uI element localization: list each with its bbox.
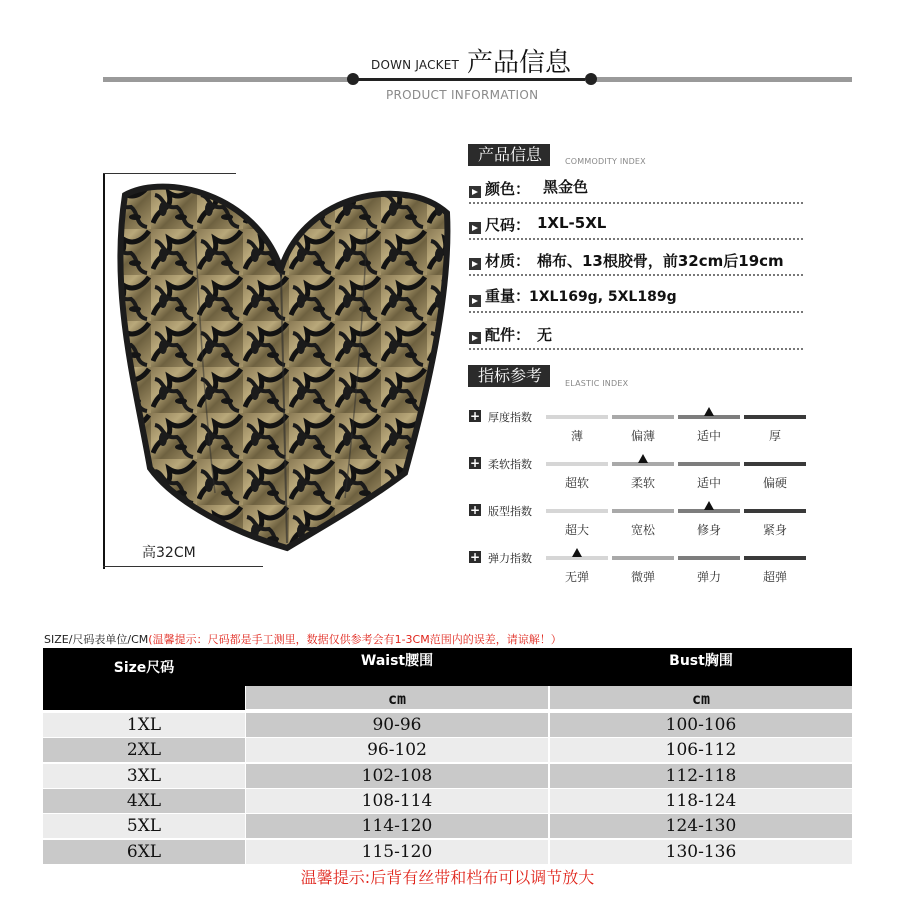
index-scale-segment: [546, 462, 608, 466]
index-scale-segment: [744, 462, 806, 466]
index-marker-icon: [572, 548, 582, 557]
table-row: [43, 738, 852, 763]
table-row: [43, 814, 852, 839]
product-info-heading-en: COMMODITY INDEX: [565, 157, 646, 166]
index-option: 超弹: [762, 570, 787, 584]
corset-product-image: [105, 183, 455, 555]
plus-icon: +: [469, 409, 481, 423]
index-row: [469, 410, 799, 450]
info-value: 棉布、13根胶骨，前32cm后19cm: [537, 252, 784, 270]
index-marker-icon: [704, 501, 714, 510]
index-row: [469, 551, 799, 591]
height-measure-top: [103, 173, 236, 174]
info-value: 无: [537, 326, 553, 344]
index-heading: 指标参考: [468, 365, 550, 387]
index-option: 弹力: [696, 570, 721, 584]
cell-size: 1XL: [43, 713, 245, 737]
header-dot-right: [585, 73, 597, 85]
index-row: [469, 457, 799, 497]
info-label: 颜色：: [485, 180, 531, 198]
index-option: 偏薄: [630, 429, 655, 443]
index-scale-segment: [678, 462, 740, 466]
cell-waist: 115-120: [246, 840, 548, 864]
size-table-title: [44, 631, 562, 647]
info-row-color: [469, 172, 803, 204]
col-header-bust: Bust胸围: [669, 653, 733, 669]
cell-waist: 102-108: [246, 764, 548, 788]
cell-size: 2XL: [43, 738, 245, 762]
height-label: 高32CM: [142, 545, 196, 561]
bullet-icon: [469, 332, 481, 344]
header-title-cn: 产品信息: [467, 48, 572, 78]
index-scale-segment: [678, 556, 740, 560]
dotted-divider: [469, 311, 803, 313]
cell-waist: 96-102: [246, 738, 548, 762]
cell-bust: 106-112: [550, 738, 852, 762]
dotted-divider: [469, 202, 803, 204]
bullet-icon: [469, 258, 481, 270]
index-option: 柔软: [630, 476, 655, 490]
table-row: [43, 764, 852, 789]
index-marker-icon: [638, 454, 648, 463]
cell-size: 6XL: [43, 840, 245, 864]
index-scale-segment: [546, 509, 608, 513]
info-row-accessories: [469, 318, 803, 350]
bullet-icon: [469, 295, 481, 307]
index-option: 适中: [696, 429, 721, 443]
index-option: 超大: [564, 523, 589, 537]
dotted-divider: [469, 238, 803, 240]
index-option: 厚: [768, 429, 781, 443]
header-title-en: DOWN JACKET: [371, 58, 460, 72]
header-rule-right: [590, 77, 852, 82]
index-scale-segment: [612, 509, 674, 513]
index-name: 版型指数: [488, 505, 532, 518]
cell-size: 4XL: [43, 789, 245, 813]
info-value: 1XL169g, 5XL189g: [529, 289, 677, 305]
index-option: 无弹: [564, 570, 589, 584]
index-option: 偏硬: [762, 476, 787, 490]
index-name: 厚度指数: [488, 411, 532, 424]
info-label: 尺码：: [485, 216, 531, 234]
info-label: 重量：: [485, 287, 531, 305]
plus-icon: +: [469, 550, 481, 564]
info-label: 配件：: [485, 326, 531, 344]
info-label: 材质：: [485, 252, 531, 270]
unit-waist: cm: [387, 690, 407, 708]
height-measure-bottom: [103, 566, 263, 567]
index-option: 适中: [696, 476, 721, 490]
cell-waist: 114-120: [246, 814, 548, 838]
index-option: 薄: [570, 429, 583, 443]
size-table-note: 温馨提示:后背有丝带和档布可以调节放大: [300, 868, 595, 887]
cell-bust: 100-106: [550, 713, 852, 737]
table-row: [43, 840, 852, 865]
table-row: [43, 713, 852, 738]
dotted-divider: [469, 348, 803, 350]
col-header-waist: Waist腰围: [360, 653, 434, 669]
index-marker-icon: [704, 407, 714, 416]
index-option: 宽松: [630, 523, 655, 537]
index-heading-en: ELASTIC INDEX: [565, 379, 629, 388]
info-row-weight: [469, 281, 803, 313]
info-value: 1XL-5XL: [537, 214, 607, 232]
cell-size: 3XL: [43, 764, 245, 788]
cell-waist: 108-114: [246, 789, 548, 813]
unit-bust: cm: [691, 690, 711, 708]
index-scale-segment: [744, 556, 806, 560]
cell-waist: 90-96: [246, 713, 548, 737]
cell-size: 5XL: [43, 814, 245, 838]
dotted-divider: [469, 274, 803, 276]
header-subtitle: PRODUCT INFORMATION: [386, 88, 539, 102]
index-scale-segment: [744, 415, 806, 419]
index-option: 紧身: [762, 523, 787, 537]
cell-bust: 112-118: [550, 764, 852, 788]
index-row: [469, 504, 799, 544]
size-table: [43, 648, 852, 890]
plus-icon: +: [469, 503, 481, 517]
index-scale-segment: [612, 415, 674, 419]
index-option: 修身: [696, 523, 721, 537]
index-option: 超软: [564, 476, 589, 490]
header-rule-left: [103, 77, 353, 82]
info-value: 黑金色: [543, 178, 589, 196]
index-scale-segment: [612, 556, 674, 560]
index-scale-segment: [546, 415, 608, 419]
index-option: 微弹: [630, 570, 655, 584]
info-row-size: [469, 208, 803, 240]
cell-bust: 118-124: [550, 789, 852, 813]
col-header-size: Size尺码: [43, 648, 245, 710]
index-name: 柔软指数: [488, 458, 532, 471]
cell-bust: 130-136: [550, 840, 852, 864]
bullet-icon: [469, 222, 481, 234]
table-row: [43, 789, 852, 814]
plus-icon: +: [469, 456, 481, 470]
cell-bust: 124-130: [550, 814, 852, 838]
info-row-material: [469, 244, 803, 276]
size-table-title-main: SIZE/尺码表单位/CM: [44, 633, 149, 646]
product-info-heading: 产品信息: [468, 144, 550, 166]
index-scale-segment: [744, 509, 806, 513]
bullet-icon: [469, 186, 481, 198]
size-table-disclaimer: (温馨提示：尺码都是手工测里，数据仅供参考会有1-3CM范围内的误差，请谅解！）: [148, 633, 562, 646]
index-name: 弹力指数: [488, 552, 532, 565]
